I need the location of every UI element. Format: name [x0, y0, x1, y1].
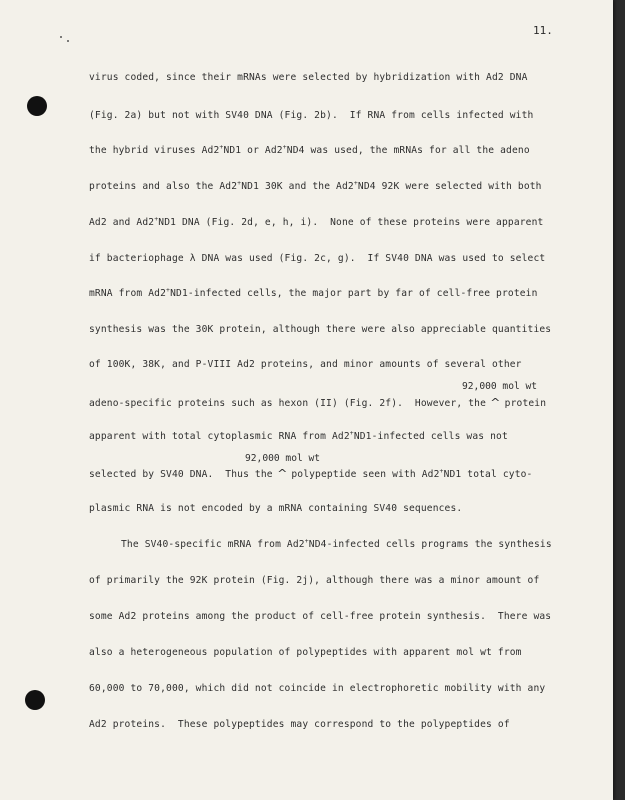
- text-line: virus coded, since their mRNAs were selected by hybridization with Ad2 DNA: [89, 72, 528, 83]
- text-line: of 100K, 38K, and P-VIII Ad2 proteins, and minor amounts of several other: [89, 359, 522, 370]
- text-line: Ad2 and Ad2+ND1 DNA (Fig. 2d, e, h, i). None of these proteins were apparent: [89, 215, 544, 228]
- insertion-caret: ^: [490, 396, 500, 409]
- text-line: the hybrid viruses Ad2+ND1 or Ad2+ND4 was used, the mRNAs for all the adeno: [89, 143, 530, 156]
- inserted-text: 92,000 mol wt: [245, 453, 321, 464]
- text-line: selected by SV40 DNA. Thus the ^ polypeptide seen with Ad2+ND1 total cyto-: [89, 467, 533, 480]
- paper-speck: [60, 36, 62, 38]
- text-line: adeno-specific proteins such as hexon (II) (Fig. 2f). However, the ^ protein: [89, 396, 547, 409]
- text-line: mRNA from Ad2+ND1-infected cells, the major part by far of cell-free protein: [89, 286, 538, 299]
- inserted-text: 92,000 mol wt: [462, 381, 538, 392]
- paper-speck: [67, 40, 69, 42]
- text-line: 60,000 to 70,000, which did not coincide in electrophoretic mobility with any: [89, 683, 546, 694]
- insertion-caret: ^: [277, 467, 287, 480]
- text-line: (Fig. 2a) but not with SV40 DNA (Fig. 2b). If RNA from cells infected with: [89, 110, 534, 121]
- text-line: also a heterogeneous population of polypeptides with apparent mol wt from: [89, 647, 522, 658]
- text-line: if bacteriophage λ DNA was used (Fig. 2c, g). If SV40 DNA was used to select: [89, 253, 546, 264]
- text-line: Ad2 proteins. These polypeptides may correspond to the polypeptides of: [89, 719, 510, 730]
- text-line: proteins and also the Ad2+ND1 30K and the Ad2+ND4 92K were selected with both: [89, 179, 542, 192]
- text-line: apparent with total cytoplasmic RNA from Ad2+ND1-infected cells was not: [89, 429, 508, 442]
- page-number: 11.: [533, 24, 553, 37]
- text-line: The SV40-specific mRNA from Ad2+ND4-infected cells programs the synthesis: [121, 537, 552, 550]
- text-line: of primarily the 92K protein (Fig. 2j), although there was a minor amount of: [89, 575, 540, 586]
- text-line: plasmic RNA is not encoded by a mRNA containing SV40 sequences.: [89, 503, 463, 514]
- text-line: synthesis was the 30K protein, although there were also appreciable quantities: [89, 324, 552, 335]
- text-line: some Ad2 proteins among the product of cell-free protein synthesis. There was: [89, 611, 552, 622]
